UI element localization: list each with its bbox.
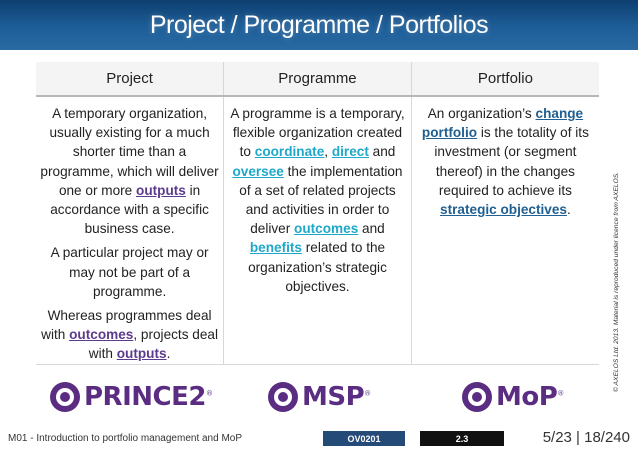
module-title: M01 - Introduction to portfolio management and MoP	[8, 433, 243, 444]
project-cell	[36, 96, 224, 364]
slide-title: Project / Programme / Portfolios	[149, 10, 489, 39]
comparison-table	[36, 62, 599, 365]
title-bar	[0, 0, 638, 50]
mop-logo: MoP®	[462, 382, 564, 412]
keyword-coordinate[interactable]: coordinate	[254, 144, 325, 160]
programme-cell	[224, 96, 412, 364]
section-number-badge: 2.3	[420, 431, 504, 446]
project-definition: A temporary organization, usually existing for a much shorter time than a programme, which will deliver one or more outputs in accordance with a specific business case.	[40, 106, 219, 237]
keyword-outcomes[interactable]: outcomes	[294, 221, 359, 237]
keyword-strategic-objectives[interactable]: strategic objectives	[440, 202, 567, 218]
keyword-outputs[interactable]: outputs	[136, 182, 186, 198]
keyword-benefits[interactable]: benefits	[249, 240, 302, 256]
prince2-logo: PRINCE2®	[50, 382, 212, 412]
portfolio-cell	[411, 96, 599, 364]
header-project: Project	[36, 62, 224, 96]
footer	[0, 428, 638, 451]
keyword-direct[interactable]: direct	[331, 144, 369, 160]
course-code-badge: OV0201	[323, 431, 405, 446]
msp-logo-mark-icon	[268, 382, 298, 412]
msp-logo: MSP®	[268, 382, 371, 412]
programme-definition: A programme is a temporary, flexible organization created to coordinate, direct and oversee the implementation of a set of related projects and activities in order to deliver outcomes and benefits related to the organization’s strategic objectives.	[230, 106, 405, 294]
copyright-notice: © AXELOS Ltd. 2013. Material is reproduced under licence from AXELOS.	[613, 171, 620, 392]
header-programme: Programme	[224, 62, 412, 96]
project-note: A particular project may or may not be part of a programme.	[50, 245, 209, 299]
portfolio-definition: An organization’s change portfolio is the totality of its investment (or segment thereof) in the changes required to achieve its strategic objectives.	[421, 106, 589, 218]
keyword-outcomes[interactable]: outcomes	[69, 327, 134, 343]
keyword-oversee[interactable]: oversee	[232, 163, 284, 179]
page-counter: 5/23 | 18/240	[542, 429, 630, 446]
project-contrast: Whereas programmes deal with outcomes, projects deal with outputs.	[41, 308, 218, 362]
logo-row	[0, 380, 638, 420]
header-portfolio: Portfolio	[411, 62, 599, 96]
mop-logo-mark-icon	[462, 382, 492, 412]
keyword-outputs[interactable]: outputs	[116, 346, 167, 362]
keyword-change-portfolio[interactable]: change portfolio	[421, 106, 584, 141]
prince2-logo-mark-icon	[50, 382, 80, 412]
